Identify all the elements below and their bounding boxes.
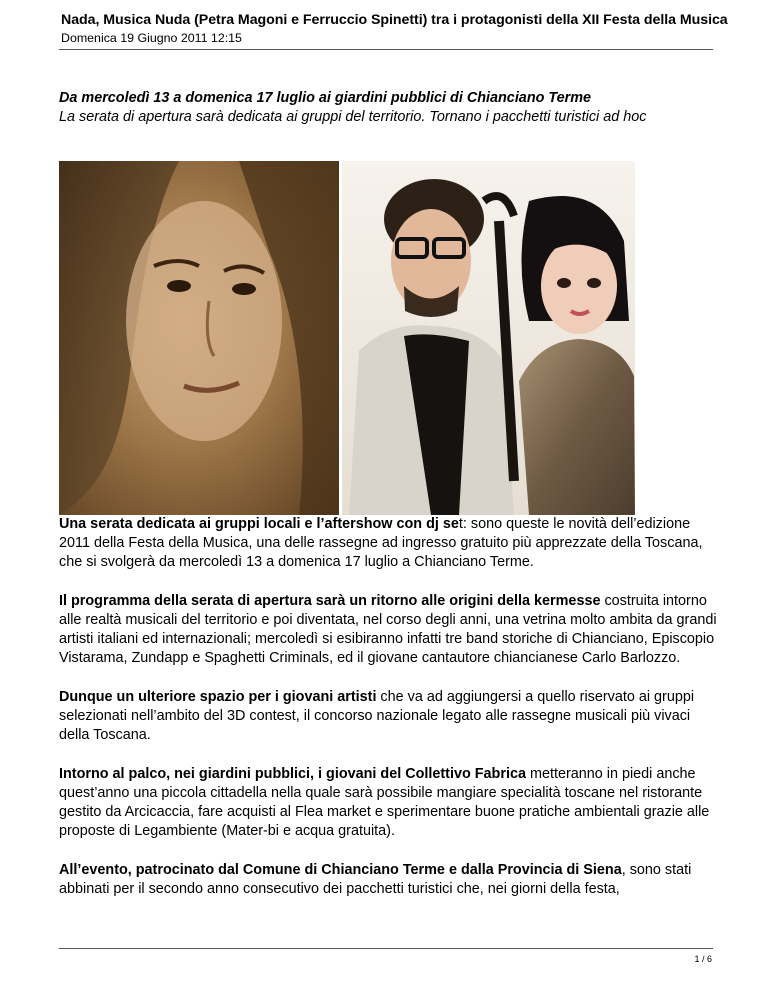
paragraph: Dunque un ulteriore spazio per i giovani artisti che va ad aggiungersi a quello riservato ai gruppi selezionati nell’ambito del 3D contest, il concorso nazionale legato alle rassegne musicali più vivaci della Toscana. — [59, 688, 695, 744]
footer-divider — [59, 948, 713, 949]
paragraph: All’evento, patrocinato dal Comune di Chianciano Terme e dalla Provincia di Siena, sono stati abbinati per il secondo anno consecutivo dei pacchetti turistici che, nei giorni della festa, — [59, 861, 692, 897]
document-title: Nada, Musica Nuda (Petra Magoni e Ferruccio Spinetti) tra i protagonisti della XII Festa della Musica — [61, 12, 728, 28]
header-divider — [59, 49, 713, 50]
article-subtitle: Da mercoledì 13 a domenica 17 luglio ai giardini pubblici di Chianciano Terme — [59, 90, 592, 106]
paragraph: Il programma della serata di apertura sarà un ritorno alle origini della kermesse costruita intorno alle realtà musicali del territorio e poi diventata, nel corso degli anni, una vetrina molto ambita da grandi artisti italiani ed internazionali; mercoledì si esibiranno infatti tre band storiche di Chianciano, Episcopio Vistarama, Zundapp e Spaghetti Criminals, ed il giovane cantautore chiancianese Carlo Barlozzo. — [59, 592, 717, 667]
document-date: Domenica 19 Giugno 2011 12:15 — [61, 31, 242, 45]
paragraph: Intorno al palco, nei giardini pubblici, i giovani del Collettivo Fabrica metteranno in piedi anche quest’anno una piccola cittadella nella quale sarà possibile mangiare specialità toscane nel ristorante gestito da Arcicaccia, fare acquisti al Flea market e sperimentare buone pratiche ambientali grazie alle proposte di Legambiente (Mater-bi e acqua gratuita). — [59, 765, 710, 840]
article-photo — [59, 161, 635, 515]
article-body — [59, 515, 719, 918]
article-summary: La serata di apertura sarà dedicata ai gruppi del territorio. Tornano i pacchetti turistici ad hoc — [59, 109, 647, 125]
paragraph: Una serata dedicata ai gruppi locali e l’aftershow con dj set: sono queste le novità dell’edizione 2011 della Festa della Musica, una delle rassegne ad ingresso gratuito più apprezzate della Toscana, che si svolgerà da mercoledì 13 a domenica 17 luglio a Chianciano Terme. — [59, 516, 703, 571]
page-number: 1 / 6 — [694, 954, 712, 964]
